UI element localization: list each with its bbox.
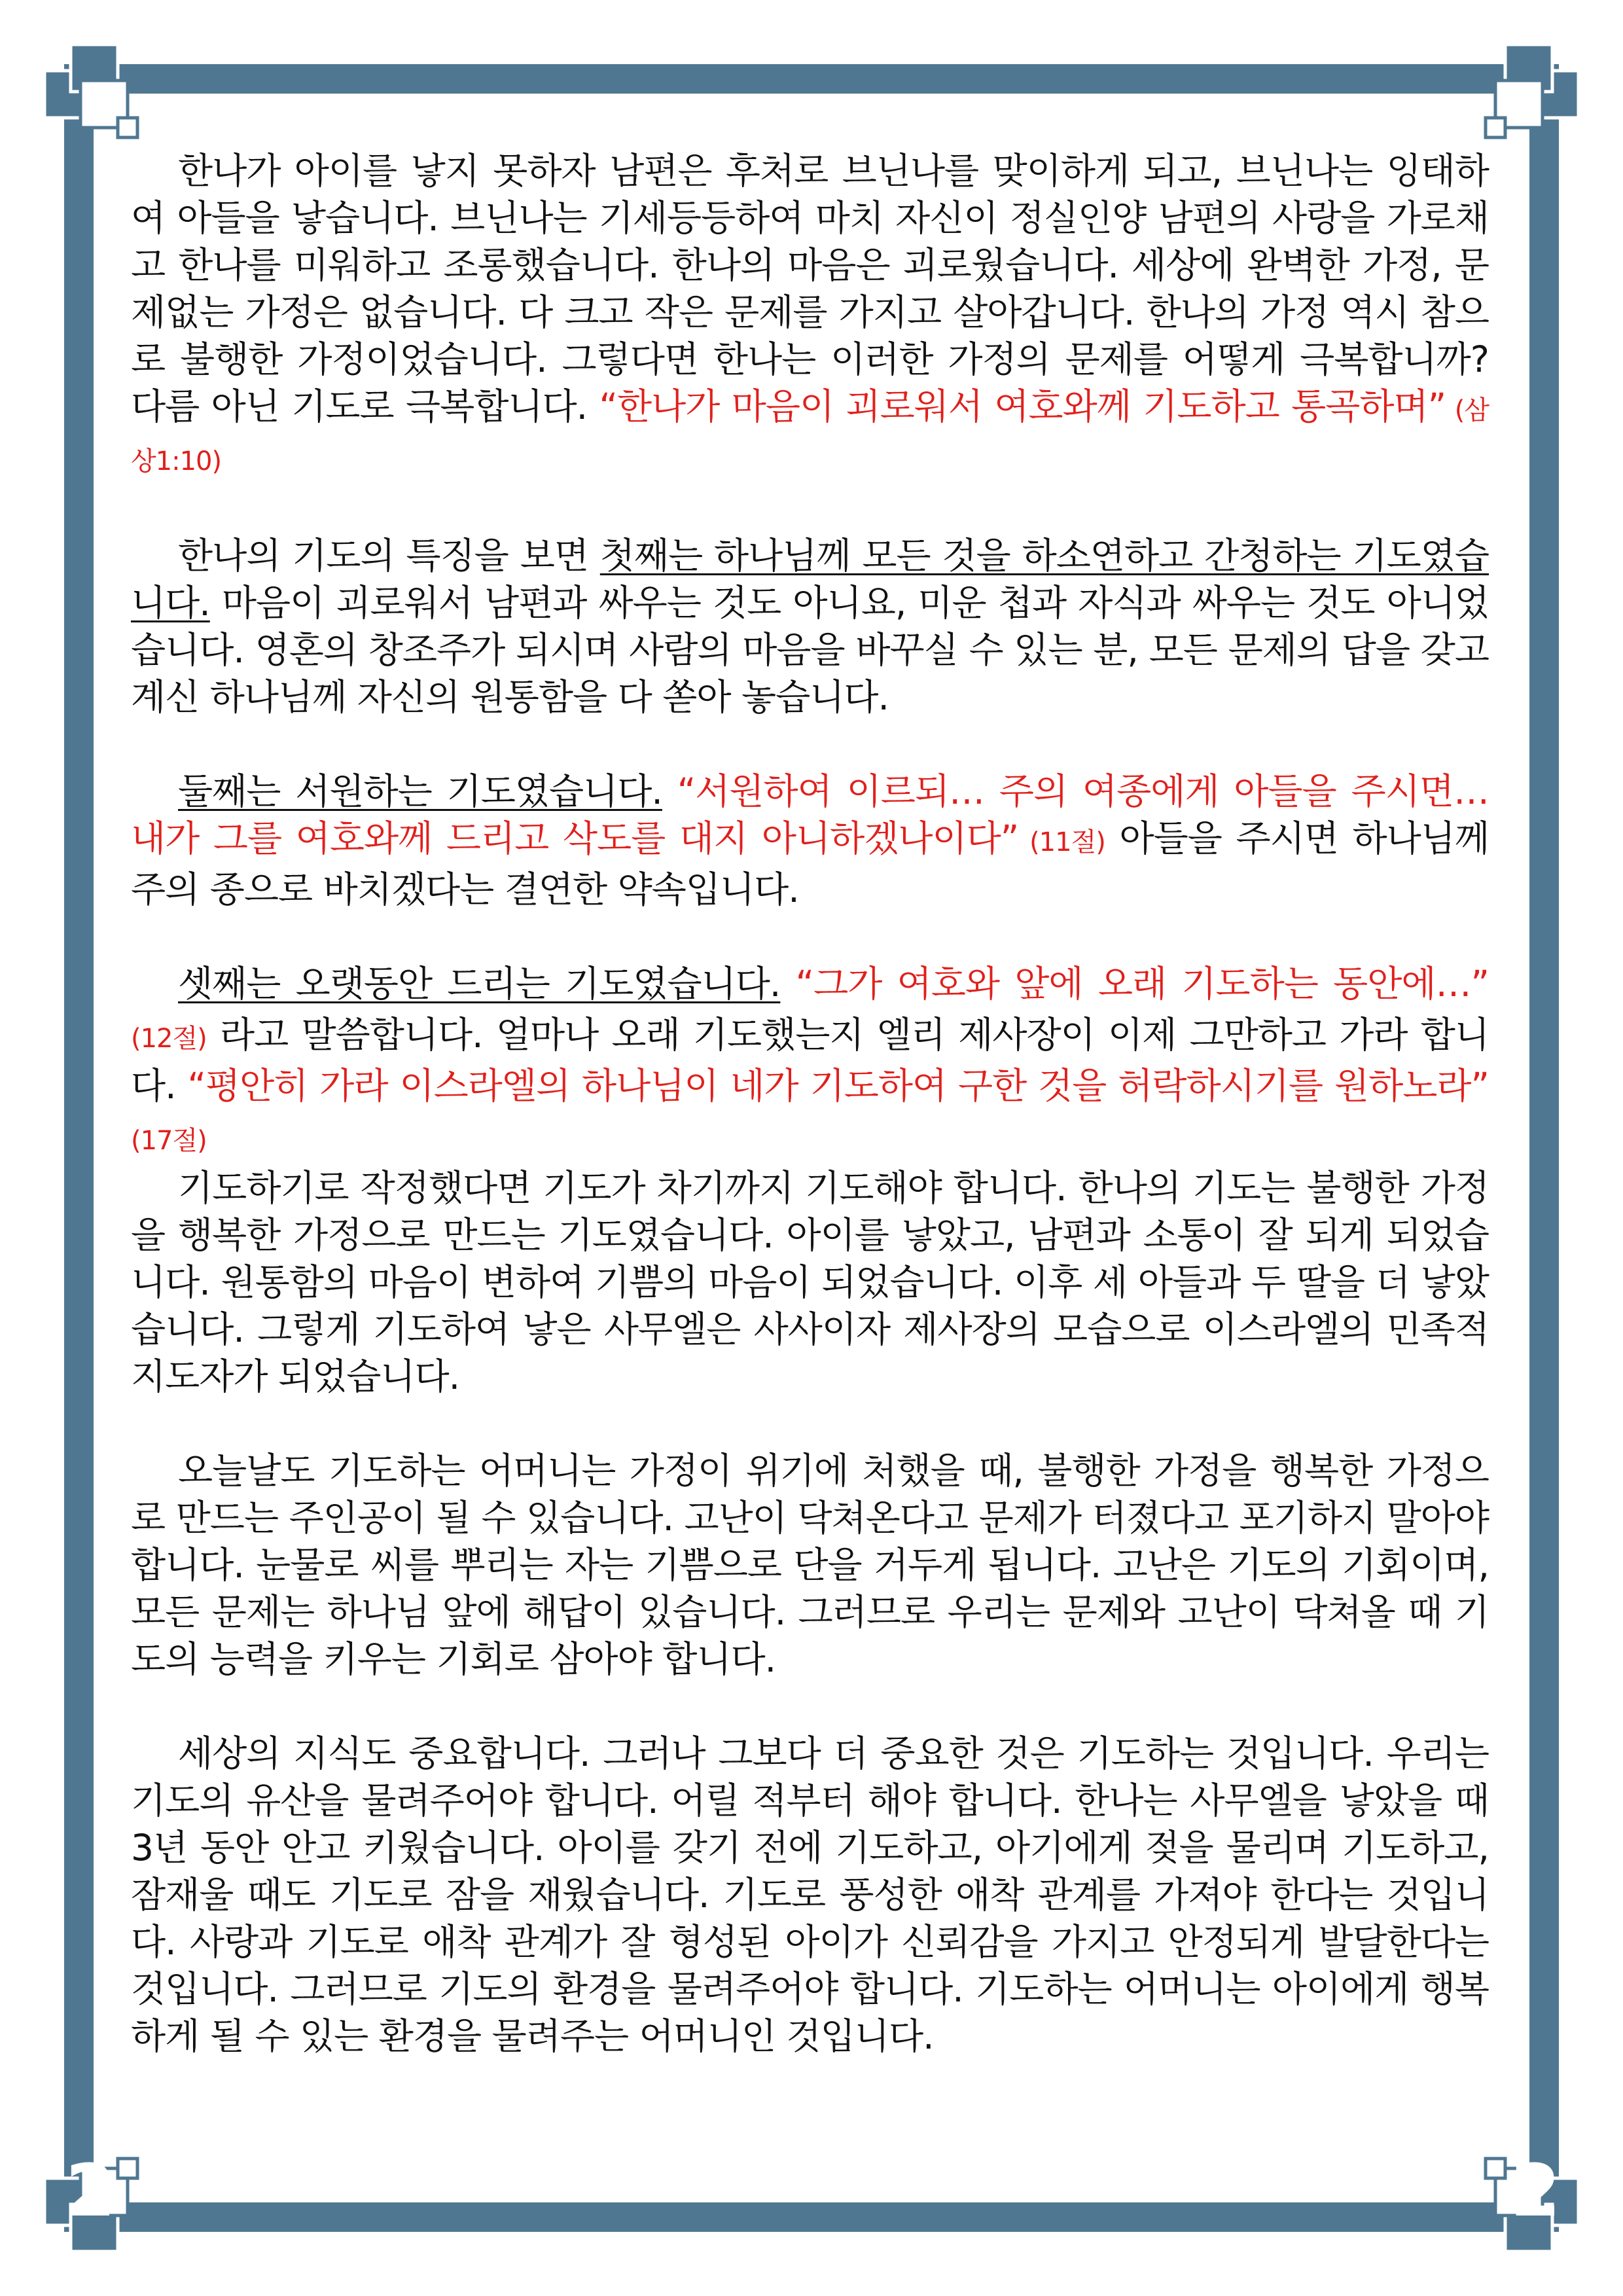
paragraph-text: 한나의 기도의 특징을 보면: [178, 535, 600, 577]
paragraph-2: [131, 532, 1489, 721]
scripture-quote: “한나가 마음이 괴로워서 여호와께 기도하고 통곡하며”: [599, 386, 1446, 427]
underlined-point-first: 첫째는 하나님께 모든 것을 하소연하고 간청하는 기도였습니다.: [131, 535, 1489, 624]
paragraph-text: 세상의 지식도 중요합니다. 그러나 그보다 더 중요한 것은 기도하는 것입니다. 우리는 기도의 유산을 물려주어야 합니다. 어릴 적부터 해야 합니다. 한나는 사무엘을 낳았을 때 3년 동안 안고 키웠습니다. 아이를 갖기 전에 기도하고, 아기에게 젖을 물리며 기도하고, 잠재울 때도 기도로 잠을 재웠습니다. 기도로 풍성한 애착 관계를 가져야 한다는 것입니다. 사랑과 기도로 애착 관계가 잘 형성된 아이가 신뢰감을 가지고 안정되게 발달한다는 것입니다. 그러므로 기도의 환경을 물려주어야 합니다. 기도하는 어머니는 아이에게 행복하게 될 수 있는 환경을 물려주는 어머니인 것입니다.: [131, 1732, 1489, 2057]
scripture-reference: (17절): [131, 1126, 207, 1156]
page-number-left: 2: [65, 2149, 116, 2233]
paragraph-3: [131, 768, 1489, 913]
paragraph-7: [131, 1730, 1489, 2060]
paragraph-5: [131, 1164, 1489, 1400]
paragraph-text: 마음이 괴로워서 남편과 싸우는 것도 아니요, 미운 첩과 자식과 싸우는 것도 아니었습니다. 영혼의 창조주가 되시며 사람의 마음을 바꾸실 수 있는 분, 모든 문제의 답을 갖고 계신 하나님께 자신의 원통함을 다 쏟아 놓습니다.: [131, 582, 1489, 718]
spacer-text: [780, 963, 795, 1005]
document-body: [131, 147, 1489, 2060]
corner-ornament-top-left: [45, 45, 137, 137]
paragraph-text: 한나가 아이를 낳지 못하자 남편은 후처로 브닌나를 맞이하게 되고, 브닌나는 잉태하여 아들을 낳습니다. 브닌나는 기세등등하여 마치 자신이 정실인양 남편의 사랑을 가로채고 한나를 미워하고 조롱했습니다. 한나의 마음은 괴로웠습니다. 세상에 완벽한 가정, 문제없는 가정은 없습니다. 다 크고 작은 문제를 가지고 살아갑니다. 한나의 가정 역시 참으로 불행한 가정이었습니다. 그렇다면 한나는 이러한 가정의 문제를 어떻게 극복합니까? 다름 아닌 기도로 극복합니다.: [131, 150, 1489, 427]
paragraph-text: 오늘날도 기도하는 어머니는 가정이 위기에 처했을 때, 불행한 가정을 행복한 가정으로 만드는 주인공이 될 수 있습니다. 고난이 닥쳐온다고 문제가 터졌다고 포기하지 말아야 합니다. 눈물로 씨를 뿌리는 자는 기쁨으로 단을 거두게 됩니다. 고난은 기도의 기회이며, 모든 문제는 하나님 앞에 해답이 있습니다. 그러므로 우리는 문제와 고난이 닥쳐올 때 기도의 능력을 키우는 기회로 삼아야 합니다.: [131, 1450, 1489, 1680]
underlined-point-third: 셋째는 오랫동안 드리는 기도였습니다.: [178, 963, 781, 1005]
scripture-reference: (11절): [1018, 827, 1105, 857]
paragraph-4: [131, 960, 1489, 1164]
paragraph-1: [131, 147, 1489, 485]
paragraph-text: 기도하기로 작정했다면 기도가 차기까지 기도해야 합니다. 한나의 기도는 불행한 가정을 행복한 가정으로 만드는 기도였습니다. 아이를 낳았고, 남편과 소통이 잘 되게 되었습니다. 원통함의 마음이 변하여 기쁨의 마음이 되었습니다. 이후 세 아들과 두 딸을 더 낳았습니다. 그렇게 기도하여 낳은 사무엘은 사사이자 제사장의 모습으로 이스라엘의 민족적 지도자가 되었습니다.: [131, 1167, 1489, 1397]
paragraph-text: 아들을 주시면 하나님께 주의 종으로 바치겠다는 결연한 약속입니다.: [131, 817, 1489, 910]
underlined-point-second: 둘째는 서원하는 기도였습니다.: [178, 770, 662, 812]
scripture-quote: “서원하여 이르되… 주의 여종에게 아들을 주시면… 내가 그를 여호와께 드리고 삭도를 대지 아니하겠나이다”: [131, 770, 1489, 859]
scripture-quote: “그가 여호와 앞에 오래 기도하는 동안에…”: [795, 963, 1489, 1005]
paragraph-text: 라고 말씀합니다. 얼마나 오래 기도했는지 엘리 제사장이 이제 그만하고 가라 합니다.: [131, 1014, 1489, 1107]
page-number-right: 2: [1510, 2149, 1561, 2233]
corner-ornament-top-right: [1486, 45, 1578, 137]
scripture-reference: (12절): [131, 1024, 207, 1054]
scripture-reference: (삼상1:10): [131, 395, 1489, 476]
spacer-text: [662, 770, 677, 812]
paragraph-6: [131, 1447, 1489, 1683]
scripture-quote: “평안히 가라 이스라엘의 하나님이 네가 기도하여 구한 것을 허락하시기를 원하노라”: [187, 1065, 1489, 1107]
